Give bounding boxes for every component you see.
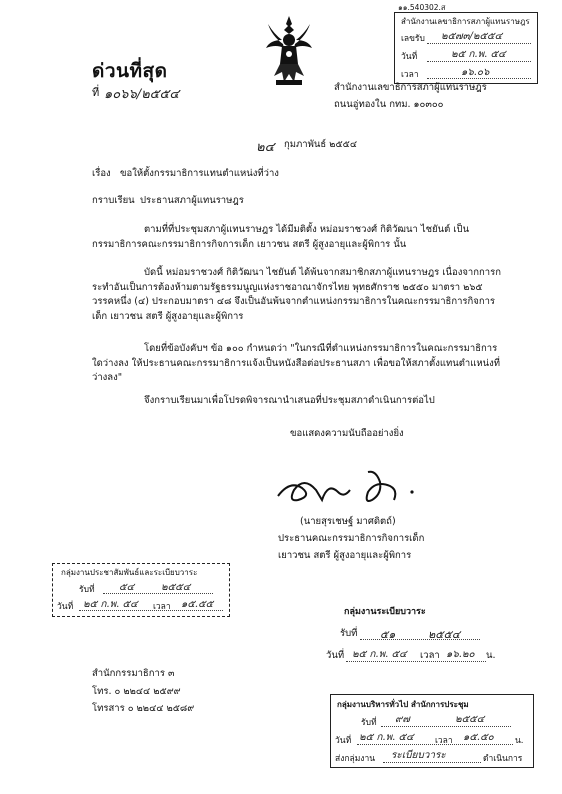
body-paragraph-1: ตามที่ที่ประชุมสภาผู้แทนราษฎร ได้มีมติตั้ง หม่อมราชวงศ์ กิติวัฒนา ไชยันต์ เป็นกรรมาธิการคณะกรรมาธิการกิจการเด็ก เยาวชน สตรี ผู้สูงอายุและผู้พิการ นั้น [92, 224, 470, 250]
receipt-stamp-title: สำนักงานเลขาธิการสภาผู้แทนราษฎร [401, 17, 530, 26]
admin-stamp-forward-label: ส่งกลุ่มงาน [335, 754, 376, 764]
admin-stamp-date-label: วันที่ [335, 736, 352, 746]
date-day: ๒๔ [256, 140, 275, 155]
receipt-no-label: เลขรับ [401, 34, 425, 44]
garuda-emblem-icon [264, 14, 314, 88]
body-paragraph-3: โดยที่ข้อบังคับฯ ข้อ ๑๐๐ กำหนดว่า "ในกรณีที่ตำแหน่งกรรมาธิการในคณะกรรมาธิการใดว่างลง ให้ประธานคณะกรรมาธิการแจ้งเป็นหนังสือต่อประธานสภา เพื่อขอให้สภาตั้งแทนตำแหน่งที่ว่างลง" [92, 343, 501, 383]
admin-stamp-time-label: เวลา [435, 736, 453, 746]
left-receive-stamp [52, 563, 230, 617]
receipt-stamp [394, 12, 538, 84]
body-paragraph-4: จึงกราบเรียนมาเพื่อโปรดพิจารณานำเสนอที่ประชุมสภาดำเนินการต่อไป [144, 395, 435, 406]
office-address: ถนนอู่ทองใน กทม. ๑๐๓๐๐ [334, 99, 444, 110]
left-stamp-time-label: เวลา [153, 602, 171, 612]
admin-stamp-forward-value: ระเบียบวาระ [391, 750, 446, 761]
receipt-no-value: ๒๕๗๓/๒๕๕๔ [441, 31, 503, 42]
signer-title-line2: เยาวชน สตรี ผู้สูงอายุและผู้พิการ [278, 550, 412, 561]
receipt-date-value: ๒๕ ก.พ. ๕๔ [451, 49, 506, 60]
recipient-label: กราบเรียน [92, 195, 135, 206]
agenda-stamp-no-value: ๕๑ [380, 628, 396, 641]
admin-stamp-time-suffix: น. [515, 736, 524, 746]
agenda-stamp-time-suffix: น. [486, 650, 496, 661]
admin-stamp [330, 694, 534, 768]
footer-department: สำนักกรรมาธิการ ๓ [92, 668, 175, 679]
agenda-stamp-date-value: ๒๕ ก.พ. ๕๔ [352, 649, 407, 660]
signer-name: (นายสุรเชษฐ์ มาศดิตถ์) [300, 516, 396, 527]
agenda-stamp-no-year: ๒๕๕๔ [428, 628, 461, 641]
admin-stamp-no-label: รับที่ [361, 718, 377, 728]
admin-stamp-date-value: ๒๕ ก.พ. ๕๔ [359, 732, 414, 743]
agenda-stamp-no-label: รับที่ [340, 628, 358, 639]
subject-label: เรื่อง [92, 168, 111, 179]
admin-stamp-no-value: ๙๗ [395, 714, 410, 725]
doc-number: ๑๐๖๖/๒๕๕๔ [104, 87, 180, 102]
top-reference-code: ๑๑.540302.ส [398, 3, 446, 12]
left-stamp-date-value: ๒๕ ก.พ. ๕๔ [83, 599, 138, 610]
left-stamp-time-value: ๑๕.๕๕ [181, 599, 214, 610]
agenda-stamp [320, 606, 520, 666]
body-paragraph-2: บัดนี้ หม่อมราชวงศ์ กิติวัฒนา ไชยันต์ ได้พ้นจากสมาชิกสภาผู้แทนราษฎร เนื่องจากการกระทำอันเป็นการต้องห้ามตามรัฐธรรมนูญแห่งราชอาณาจักรไทย พุทธศักราช ๒๕๕๐ มาตรา ๒๖๕ วรรคหนึ่ง (๔) ประกอบมาตรา ๔๘ จึงเป็นอันพ้นจากตำแหน่งกรรมาธิการในคณะกรรมาธิการกิจการเด็ก เยาวชน สตรี ผู้สูงอายุและผู้พิการ [92, 267, 501, 322]
closing-text: ขอแสดงความนับถืออย่างยิ่ง [290, 428, 404, 439]
agenda-stamp-date-label: วันที่ [326, 650, 345, 661]
admin-stamp-title: กลุ่มงานบริหารทั่วไป สำนักการประชุม [337, 700, 469, 709]
footer-fax: โทรสาร ๐ ๒๒๔๔ ๒๕๘๙ [92, 703, 195, 714]
left-stamp-no-label: รับที่ [79, 585, 95, 595]
left-stamp-date-label: วันที่ [57, 602, 74, 612]
left-stamp-no-year: ๒๕๕๔ [161, 582, 191, 593]
agenda-stamp-title: กลุ่มงานระเบียบวาระ [344, 607, 426, 617]
receipt-time-value: ๑๖.๐๖ [461, 67, 490, 78]
admin-stamp-forward-suffix: ดำเนินการ [483, 754, 523, 764]
left-stamp-title: กลุ่มงานประชาสัมพันธ์และระเบียบวาระ [61, 568, 198, 577]
agenda-stamp-time-value: ๑๖.๒๐ [446, 649, 475, 660]
signature-icon [272, 462, 442, 510]
receipt-time-label: เวลา [401, 70, 419, 80]
admin-stamp-time-value: ๑๕.๕๐ [463, 732, 494, 743]
left-stamp-no-value: ๕๔ [119, 582, 135, 593]
date-month-year: กุมภาพันธ์ ๒๕๕๔ [284, 139, 358, 150]
receipt-date-label: วันที่ [401, 52, 418, 62]
admin-stamp-no-year: ๒๕๕๔ [455, 714, 485, 725]
subject-text: ขอให้ตั้งกรรมาธิการแทนตำแหน่งที่ว่าง [120, 168, 279, 179]
urgent-heading: ด่วนที่สุด [92, 60, 168, 82]
agenda-stamp-time-label: เวลา [420, 650, 440, 661]
recipient-text: ประธานสภาผู้แทนราษฎร [140, 195, 244, 206]
footer-phone: โทร. ๐ ๒๒๔๔ ๒๕๙๙ [92, 686, 181, 697]
office-name: สำนักงานเลขาธิการสภาผู้แทนราษฎร [334, 82, 487, 93]
signer-title-line1: ประธานคณะกรรมาธิการกิจการเด็ก [278, 533, 425, 544]
doc-number-prefix: ที่ [92, 86, 100, 99]
